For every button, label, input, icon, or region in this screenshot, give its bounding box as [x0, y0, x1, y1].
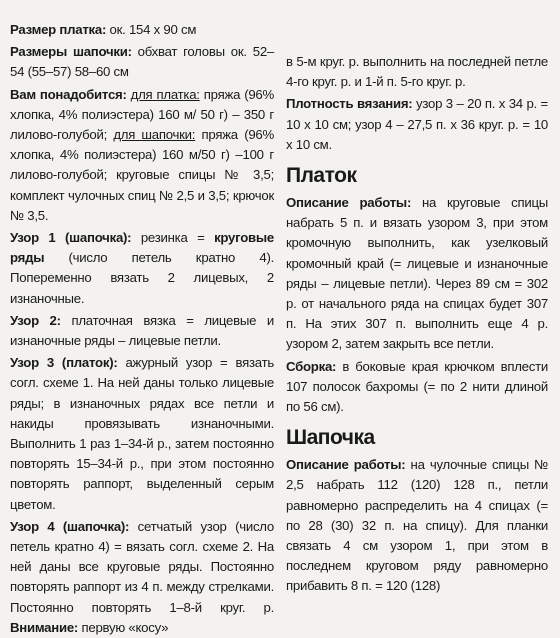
- pattern-3-text: ажурный узор = вязать согл. схеме 1. На ней даны только лицевые ряды; в изнаночных рядах все петли и накиды провязывать изнаночными. Выполнить 1 раз 1–34-й р., затем постоянно повторять 15–34-й р., при этом постоянно повторять раппорт, выделенный серым цветом.: [10, 355, 274, 512]
- shawl-instructions: [286, 193, 548, 355]
- pattern-4-continued: в 5-м круг. р. выполнить на последней петле 4-го круг. р. и 1-й п. 5-го круг. р.: [286, 54, 548, 90]
- hat-section-title: Шапочка: [286, 426, 375, 450]
- assembly: [286, 357, 548, 418]
- materials-label: Вам понадобится:: [10, 86, 127, 102]
- hat-instructions-label: Описание работы:: [286, 457, 406, 473]
- assembly-text: в боковые края крючком вплести 107 полосок бахромы (= по 2 нити длиной по 56 см).: [286, 358, 548, 415]
- hat-size: [10, 42, 274, 82]
- pattern-1: [10, 228, 274, 309]
- hat-size-label: Размеры шапочки:: [10, 44, 132, 60]
- right-column: [286, 20, 548, 608]
- materials: [10, 85, 274, 226]
- assembly-label: Сборка:: [286, 358, 337, 374]
- gauge: [286, 94, 548, 155]
- pattern-3: [10, 353, 274, 515]
- pattern-2-label: Узор 2:: [10, 312, 61, 328]
- pattern-1-mid: резинка =: [131, 230, 215, 246]
- pattern-4-attention: Внимание:: [10, 619, 79, 635]
- gauge-text: узор 3 – 20 п. х 34 р. = 10 х 10 см; узор 4 – 27,5 п. х 36 круг. р. = 10 х 10 см.: [286, 96, 548, 152]
- pattern-4-text: сетчатый узор (число петель кратно 4) = вязать согл. схеме 2. На ней даны все круговые ряды. Постоянно повторять раппорт из 4 п. между стрелками. Постоянно повторять 1–8-й круг. р.: [10, 518, 274, 615]
- shawl-section-title: Платок: [286, 164, 357, 188]
- shawl-instructions-text: на круговые спицы набрать 5 п. и вязать узором 3, при этом кромочную выполнить, как узелковый кромочный край (= лицевые и изнаночные ряды – лицевые петли). Через 89 см = 302 р. от начального ряда на спицах будет 307 п. На этих 307 п. выполнить еще 4 р. узором 2, затем закрыть все петли.: [286, 195, 548, 352]
- shawl-instructions-label: Описание работы:: [286, 195, 412, 211]
- pattern-1-label: Узор 1 (шапочка):: [10, 230, 132, 246]
- left-column: [10, 20, 275, 635]
- materials-shawl-heading: для платка:: [130, 86, 200, 102]
- hat-instructions-text: на чулочные спицы № 2,5 набрать 112 (120) 128 п., петли равномерно распределить на 4 спицах (= по 28 (30) 32 п. на спицу). Для планки связать 4 см узором 1, при этом в последнем круговом ряду равномерно прибавить 8 п. = 120 (128): [286, 457, 548, 594]
- pattern-1-bold: круговые ряды: [10, 230, 274, 266]
- pattern-4-tail: первую «косу»: [78, 619, 169, 635]
- shawl-size-value: ок. 154 х 90 см: [106, 22, 197, 37]
- materials-hat-text: пряжа (96% хлопка, 4% полиэстера) 160 м/50 г) –100 г лилово-голубой; круговые спицы № 3,5; комплект чулочных спиц № 2,5 и 3,5; крючок № 3,5.: [10, 127, 274, 223]
- pattern-2: [10, 311, 274, 351]
- pattern-3-label: Узор 3 (платок):: [10, 355, 118, 371]
- shawl-size-label: Размер платка:: [10, 22, 107, 37]
- pattern-4-label: Узор 4 (шапочка):: [10, 518, 130, 534]
- hat-size-value: обхват головы ок. 52–54 (55–57) 58–60 см: [10, 44, 274, 80]
- pattern-4: [10, 517, 274, 638]
- materials-hat-heading: для шапочки:: [113, 127, 196, 143]
- gauge-label: Плотность вязания:: [286, 96, 413, 112]
- pattern-1-text: (число петель кратно 4). Попеременно вязать 2 лицевых, 2 изнаночные.: [10, 250, 274, 306]
- pattern-2-text: платочная вязка = лицевые и изнаночные ряды – лицевые петли.: [10, 312, 275, 349]
- hat-instructions: [286, 455, 548, 596]
- shawl-size: [10, 20, 274, 40]
- materials-shawl-text: пряжа (96% хлопка, 4% полиэстера) 160 м/ 50 г) – 350 г лилово-голубой;: [10, 86, 274, 143]
